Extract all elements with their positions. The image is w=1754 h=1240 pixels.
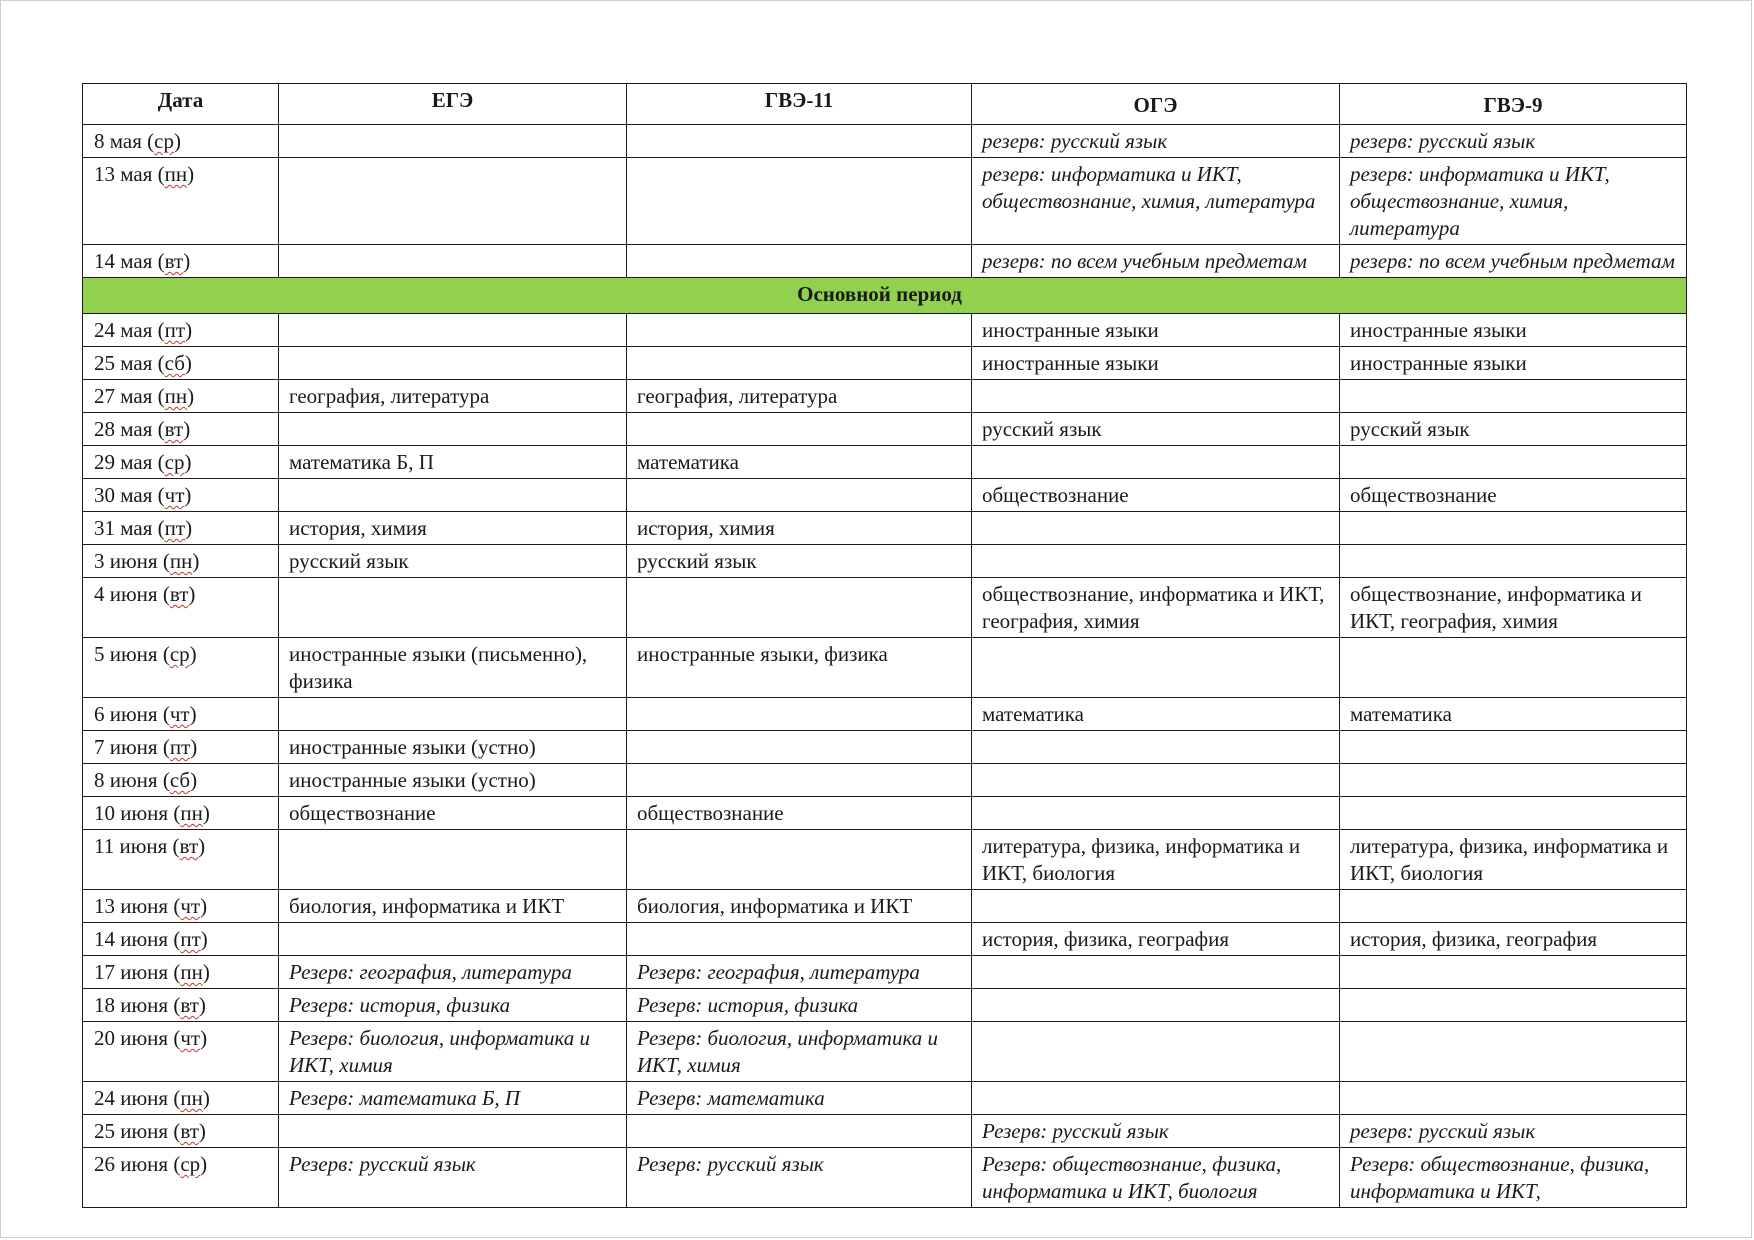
header-date: Дата (83, 84, 279, 125)
oge-cell: математика (972, 698, 1340, 731)
ege-cell (279, 578, 627, 638)
weekday: чт (169, 702, 190, 726)
gve11-cell: Резерв: история, физика (627, 989, 972, 1022)
weekday: вт (180, 993, 199, 1017)
table-row (83, 578, 1687, 638)
ege-cell: математика Б, П (279, 446, 627, 479)
oge-cell: иностранные языки (972, 347, 1340, 380)
date-day: 25 июня (94, 1119, 169, 1143)
weekday: чт (180, 894, 201, 918)
gve9-cell (1340, 797, 1687, 830)
oge-cell (972, 446, 1340, 479)
weekday: вт (180, 1119, 199, 1143)
date-day: 24 мая (94, 318, 153, 342)
gve9-cell: Резерв: обществознание, физика, информатика и ИКТ, (1340, 1148, 1687, 1208)
table-row (83, 731, 1687, 764)
date-cell: 6 июня (чт) (83, 698, 279, 731)
ege-cell (279, 314, 627, 347)
table-row (83, 479, 1687, 512)
gve11-cell (627, 923, 972, 956)
reserve-rows (83, 125, 1687, 278)
date-cell: 24 июня (пн) (83, 1082, 279, 1115)
main-period-rows (83, 314, 1687, 1208)
weekday: пн (164, 162, 188, 186)
gve9-cell (1340, 1082, 1687, 1115)
date-day: 7 июня (94, 735, 158, 759)
oge-cell: литература, физика, информатика и ИКТ, биология (972, 830, 1340, 890)
table-row (83, 1115, 1687, 1148)
table-header-row (83, 84, 1687, 125)
oge-cell: обществознание (972, 479, 1340, 512)
date-day: 8 мая (94, 129, 142, 153)
gve11-cell: Резерв: русский язык (627, 1148, 972, 1208)
header-ege: ЕГЭ (279, 84, 627, 125)
table-row (83, 797, 1687, 830)
table-row (83, 1148, 1687, 1208)
oge-cell: Резерв: русский язык (972, 1115, 1340, 1148)
gve11-cell: биология, информатика и ИКТ (627, 890, 972, 923)
gve9-cell: иностранные языки (1340, 314, 1687, 347)
oge-cell: русский язык (972, 413, 1340, 446)
oge-cell: резерв: русский язык (972, 125, 1340, 158)
date-cell: 27 мая (пн) (83, 380, 279, 413)
gve11-cell: география, литература (627, 380, 972, 413)
gve9-cell: резерв: по всем учебным предметам (1340, 245, 1687, 278)
ege-cell (279, 158, 627, 245)
weekday: сб (169, 768, 191, 792)
gve9-cell (1340, 638, 1687, 698)
weekday: пт (164, 516, 186, 540)
date-day: 10 июня (94, 801, 169, 825)
ege-cell (279, 245, 627, 278)
table-row (83, 890, 1687, 923)
date-cell: 18 июня (вт) (83, 989, 279, 1022)
gve9-cell (1340, 512, 1687, 545)
oge-cell (972, 764, 1340, 797)
date-cell: 30 мая (чт) (83, 479, 279, 512)
ege-cell: Резерв: биология, информатика и ИКТ, химия (279, 1022, 627, 1082)
weekday: пн (164, 384, 188, 408)
gve9-cell (1340, 380, 1687, 413)
gve11-cell (627, 731, 972, 764)
table-row (83, 923, 1687, 956)
weekday: чт (164, 483, 185, 507)
oge-cell (972, 731, 1340, 764)
gve11-cell: иностранные языки, физика (627, 638, 972, 698)
table-row (83, 764, 1687, 797)
table-row (83, 245, 1687, 278)
ege-cell: география, литература (279, 380, 627, 413)
oge-cell: обществознание, информатика и ИКТ, география, химия (972, 578, 1340, 638)
gve9-cell (1340, 545, 1687, 578)
date-cell: 4 июня (вт) (83, 578, 279, 638)
oge-cell (972, 797, 1340, 830)
ege-cell: русский язык (279, 545, 627, 578)
gve11-cell: русский язык (627, 545, 972, 578)
period-label: Основной период (83, 278, 1687, 314)
gve11-cell (627, 698, 972, 731)
weekday: вт (164, 417, 184, 441)
gve9-cell: история, физика, география (1340, 923, 1687, 956)
gve11-cell (627, 764, 972, 797)
ege-cell (279, 347, 627, 380)
date-day: 5 июня (94, 642, 158, 666)
table-row (83, 446, 1687, 479)
date-cell: 28 мая (вт) (83, 413, 279, 446)
table-row (83, 413, 1687, 446)
weekday: вт (179, 834, 199, 858)
weekday: пт (164, 318, 186, 342)
gve9-cell: резерв: русский язык (1340, 125, 1687, 158)
weekday: сб (164, 351, 185, 375)
header-gve9: ГВЭ-9 (1340, 84, 1687, 125)
date-day: 11 июня (94, 834, 168, 858)
date-cell: 5 июня (ср) (83, 638, 279, 698)
date-day: 3 июня (94, 549, 158, 573)
gve9-cell: обществознание, информатика и ИКТ, география, химия (1340, 578, 1687, 638)
oge-cell (972, 956, 1340, 989)
weekday: вт (164, 249, 184, 273)
gve9-cell: резерв: русский язык (1340, 1115, 1687, 1148)
date-cell: 8 мая (ср) (83, 125, 279, 158)
date-cell: 20 июня (чт) (83, 1022, 279, 1082)
ege-cell: история, химия (279, 512, 627, 545)
gve9-cell (1340, 956, 1687, 989)
date-cell: 7 июня (пт) (83, 731, 279, 764)
date-day: 20 июня (94, 1026, 169, 1050)
table-row (83, 1022, 1687, 1082)
table-row (83, 698, 1687, 731)
document-page (82, 83, 1678, 1203)
gve9-cell (1340, 989, 1687, 1022)
gve9-cell (1340, 764, 1687, 797)
ege-cell (279, 1115, 627, 1148)
date-day: 30 мая (94, 483, 153, 507)
table-row (83, 956, 1687, 989)
date-day: 8 июня (94, 768, 158, 792)
date-day: 18 июня (94, 993, 169, 1017)
date-day: 31 мая (94, 516, 153, 540)
gve9-cell (1340, 446, 1687, 479)
period-section (83, 278, 1687, 314)
weekday: пн (180, 960, 203, 984)
table-row (83, 314, 1687, 347)
weekday: ср (164, 450, 185, 474)
date-cell: 31 мая (пт) (83, 512, 279, 545)
oge-cell (972, 890, 1340, 923)
date-day: 25 мая (94, 351, 153, 375)
gve9-cell (1340, 1022, 1687, 1082)
period-row (83, 278, 1687, 314)
gve9-cell (1340, 890, 1687, 923)
oge-cell (972, 1082, 1340, 1115)
oge-cell: резерв: по всем учебным предметам (972, 245, 1340, 278)
ege-cell (279, 923, 627, 956)
gve9-cell: обществознание (1340, 479, 1687, 512)
gve11-cell (627, 413, 972, 446)
gve11-cell (627, 1115, 972, 1148)
date-cell: 13 июня (чт) (83, 890, 279, 923)
weekday: чт (180, 1026, 201, 1050)
table-row (83, 512, 1687, 545)
oge-cell (972, 638, 1340, 698)
ege-cell (279, 698, 627, 731)
table-row (83, 545, 1687, 578)
table-row (83, 347, 1687, 380)
ege-cell (279, 479, 627, 512)
date-day: 14 июня (94, 927, 169, 951)
gve11-cell: Резерв: математика (627, 1082, 972, 1115)
gve9-cell (1340, 731, 1687, 764)
date-cell: 13 мая (пн) (83, 158, 279, 245)
gve11-cell (627, 479, 972, 512)
oge-cell (972, 1022, 1340, 1082)
weekday: пн (180, 801, 203, 825)
date-day: 14 мая (94, 249, 153, 273)
ege-cell: Резерв: математика Б, П (279, 1082, 627, 1115)
date-day: 6 июня (94, 702, 158, 726)
oge-cell: резерв: информатика и ИКТ, обществознание, химия, литература (972, 158, 1340, 245)
ege-cell: Резерв: история, физика (279, 989, 627, 1022)
header-gve11: ГВЭ-11 (627, 84, 972, 125)
oge-cell (972, 989, 1340, 1022)
oge-cell: иностранные языки (972, 314, 1340, 347)
gve11-cell: история, химия (627, 512, 972, 545)
weekday: пт (169, 735, 191, 759)
gve11-cell (627, 830, 972, 890)
ege-cell: Резерв: русский язык (279, 1148, 627, 1208)
gve11-cell (627, 158, 972, 245)
gve11-cell (627, 245, 972, 278)
gve11-cell: обществознание (627, 797, 972, 830)
date-cell: 3 июня (пн) (83, 545, 279, 578)
table-row (83, 125, 1687, 158)
oge-cell (972, 545, 1340, 578)
weekday: пн (169, 549, 193, 573)
gve11-cell (627, 347, 972, 380)
ege-cell: биология, информатика и ИКТ (279, 890, 627, 923)
date-cell: 25 июня (вт) (83, 1115, 279, 1148)
weekday: ср (180, 1152, 201, 1176)
date-day: 29 мая (94, 450, 153, 474)
ege-cell: обществознание (279, 797, 627, 830)
date-day: 13 июня (94, 894, 169, 918)
gve11-cell (627, 314, 972, 347)
ege-cell: иностранные языки (устно) (279, 731, 627, 764)
ege-cell: иностранные языки (письменно), физика (279, 638, 627, 698)
gve11-cell: Резерв: биология, информатика и ИКТ, химия (627, 1022, 972, 1082)
table-row (83, 1082, 1687, 1115)
ege-cell: Резерв: география, литература (279, 956, 627, 989)
date-day: 4 июня (94, 582, 158, 606)
oge-cell (972, 512, 1340, 545)
gve11-cell (627, 578, 972, 638)
gve9-cell: литература, физика, информатика и ИКТ, биология (1340, 830, 1687, 890)
date-cell: 8 июня (сб) (83, 764, 279, 797)
gve11-cell (627, 125, 972, 158)
table-row (83, 380, 1687, 413)
table-row (83, 989, 1687, 1022)
date-day: 27 мая (94, 384, 153, 408)
date-cell: 17 июня (пн) (83, 956, 279, 989)
date-day: 26 июня (94, 1152, 169, 1176)
date-cell: 25 мая (сб) (83, 347, 279, 380)
gve9-cell: иностранные языки (1340, 347, 1687, 380)
gve11-cell: математика (627, 446, 972, 479)
date-day: 13 мая (94, 162, 153, 186)
oge-cell: история, физика, география (972, 923, 1340, 956)
date-cell: 29 мая (ср) (83, 446, 279, 479)
weekday: ср (154, 129, 174, 153)
weekday: пн (180, 1086, 203, 1110)
weekday: ср (169, 642, 190, 666)
date-day: 28 мая (94, 417, 153, 441)
weekday: пт (180, 927, 201, 951)
date-cell: 14 июня (пт) (83, 923, 279, 956)
ege-cell: иностранные языки (устно) (279, 764, 627, 797)
table-row (83, 830, 1687, 890)
gve11-cell: Резерв: география, литература (627, 956, 972, 989)
weekday: вт (169, 582, 189, 606)
gve9-cell: математика (1340, 698, 1687, 731)
ege-cell (279, 125, 627, 158)
header-oge: ОГЭ (972, 84, 1340, 125)
date-day: 17 июня (94, 960, 169, 984)
date-cell: 26 июня (ср) (83, 1148, 279, 1208)
ege-cell (279, 413, 627, 446)
gve9-cell: русский язык (1340, 413, 1687, 446)
date-cell: 24 мая (пт) (83, 314, 279, 347)
gve9-cell: резерв: информатика и ИКТ, обществознание, химия, литература (1340, 158, 1687, 245)
ege-cell (279, 830, 627, 890)
date-day: 24 июня (94, 1086, 169, 1110)
oge-cell: Резерв: обществознание, физика, информатика и ИКТ, биология (972, 1148, 1340, 1208)
date-cell: 11 июня (вт) (83, 830, 279, 890)
oge-cell (972, 380, 1340, 413)
exam-schedule-table (82, 83, 1687, 1208)
date-cell: 10 июня (пн) (83, 797, 279, 830)
table-row (83, 158, 1687, 245)
table-row (83, 638, 1687, 698)
date-cell: 14 мая (вт) (83, 245, 279, 278)
